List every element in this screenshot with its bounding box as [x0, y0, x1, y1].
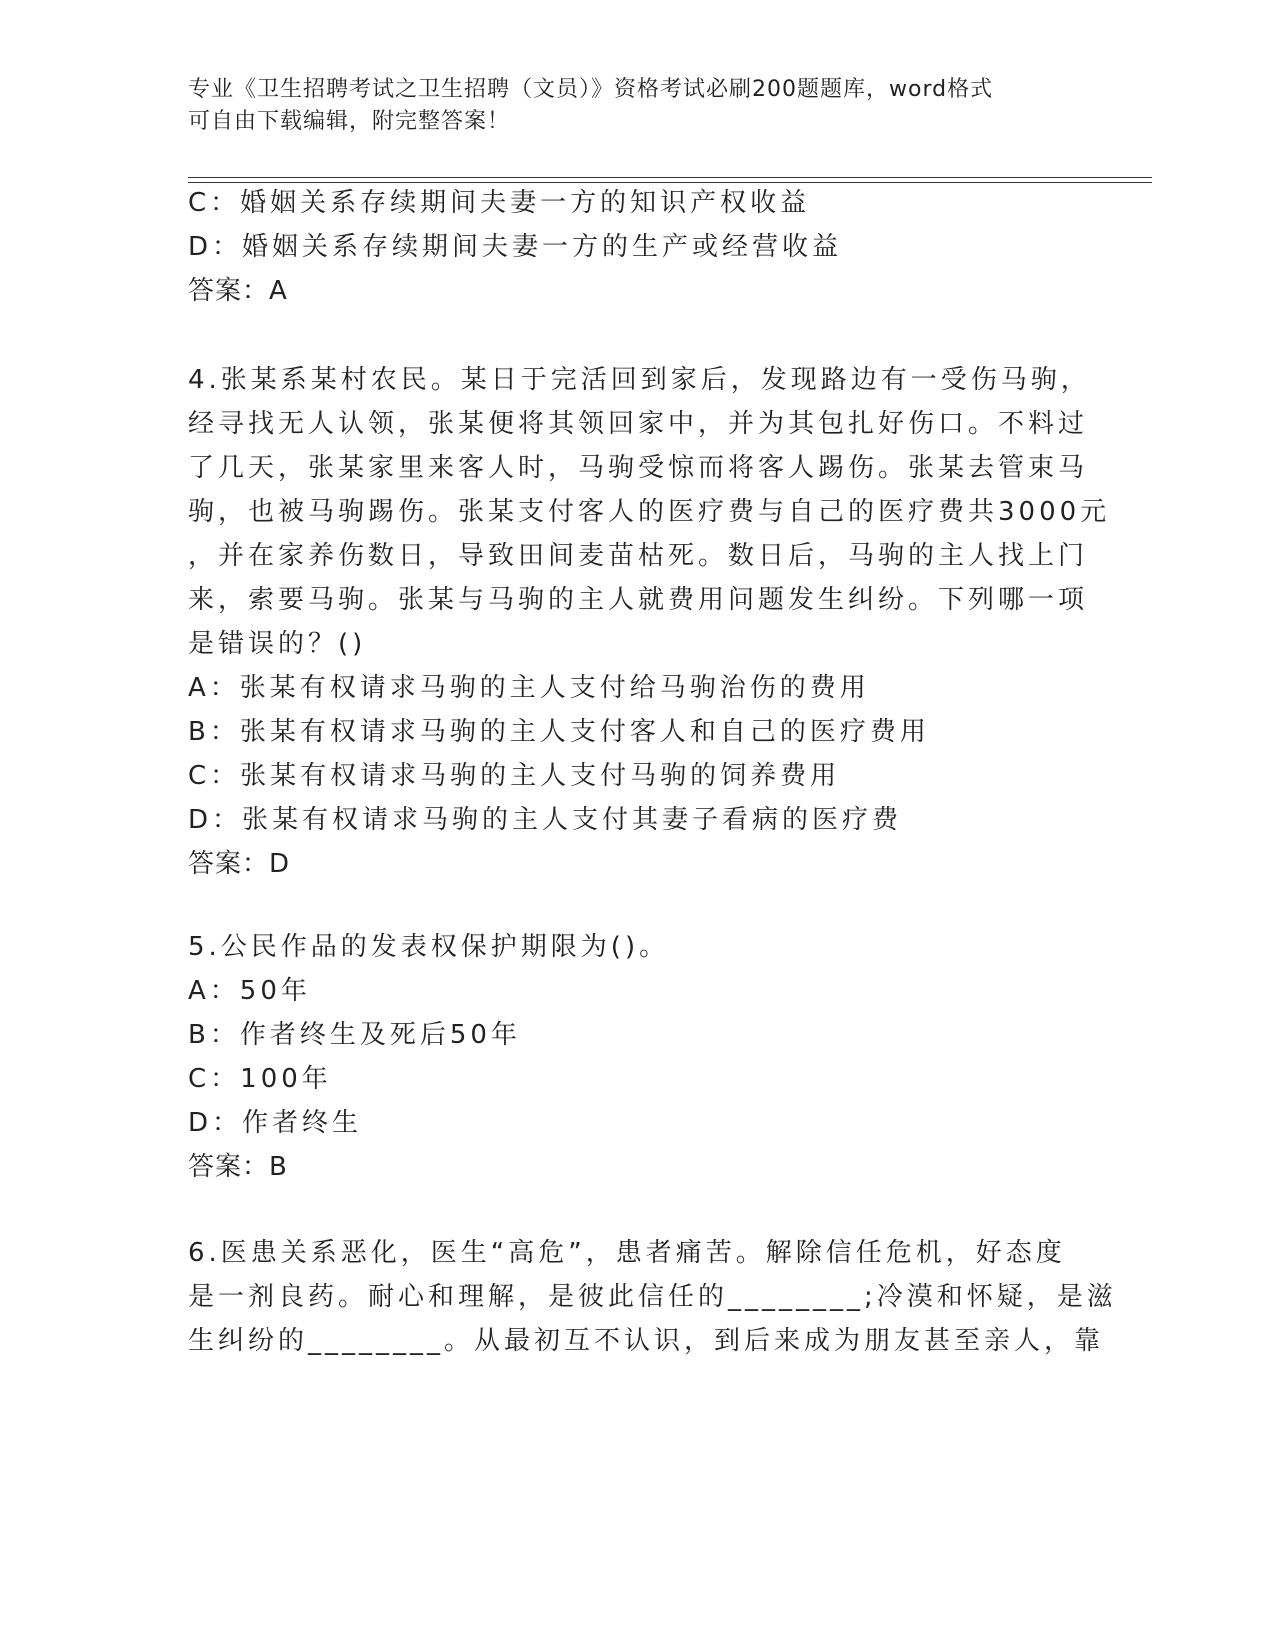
q3-option-c: C：婚姻关系存续期间夫妻一方的知识产权收益: [188, 188, 811, 218]
q4-option-a: A：张某有权请求马驹的主人支付给马驹治伤的费用: [188, 673, 870, 703]
q4-option-c: C：张某有权请求马驹的主人支付马驹的饲养费用: [188, 761, 841, 791]
q6-stem-line-3: 生纠纷的________。从最初互不认识，到后来成为朋友甚至亲人，靠: [188, 1326, 1105, 1356]
q4-option-b: B：张某有权请求马驹的主人支付客人和自己的医疗费用: [188, 717, 930, 747]
q6-stem-line-2: 是一剂良药。耐心和理解，是彼此信任的________;冷漠和怀疑，是滋: [188, 1282, 1117, 1312]
q5-option-b: B：作者终生及死后50年: [188, 1020, 521, 1050]
q5-option-c: C：100年: [188, 1064, 332, 1094]
q5-answer: 答案：B: [188, 1152, 288, 1182]
q6-stem-line-1: 6.医患关系恶化，医生“高危”，患者痛苦。解除信任危机，好态度: [188, 1238, 1066, 1268]
q5-stem: 5.公民作品的发表权保护期限为()。: [188, 932, 670, 962]
q3-answer: 答案：A: [188, 276, 288, 306]
header-line-1: 专业《卫生招聘考试之卫生招聘（文员）》资格考试必刷200题题库，word格式: [188, 77, 994, 102]
q4-stem-line-5: ，并在家养伤数日，导致田间麦苗枯死。数日后，马驹的主人找上门: [188, 541, 1089, 571]
q3-option-d: D：婚姻关系存续期间夫妻一方的生产或经营收益: [188, 232, 843, 262]
document-header: [188, 74, 1068, 138]
header-divider-top: [188, 177, 1152, 178]
q4-stem-line-7: 是错误的？(): [188, 629, 367, 659]
header-divider-bottom: [188, 182, 1152, 183]
q4-stem-line-6: 来，索要马驹。张某与马驹的主人就费用问题发生纠纷。下列哪一项: [188, 585, 1089, 615]
q5-option-a: A：50年: [188, 976, 311, 1006]
q4-stem-line-3: 了几天，张某家里来客人时，马驹受惊而将客人踢伤。张某去管束马: [188, 453, 1089, 483]
q4-stem-line-1: 4.张某系某村农民。某日于完活回到家后，发现路边有一受伤马驹，: [188, 365, 1091, 395]
q5-option-d: D：作者终生: [188, 1108, 363, 1138]
q4-answer: 答案：D: [188, 849, 291, 879]
q4-option-d: D：张某有权请求马驹的主人支付其妻子看病的医疗费: [188, 805, 903, 835]
q4-stem-line-4: 驹，也被马驹踢伤。张某支付客人的医疗费与自己的医疗费共3000元: [188, 497, 1111, 527]
q4-stem-line-2: 经寻找无人认领，张某便将其领回家中，并为其包扎好伤口。不料过: [188, 409, 1089, 439]
header-line-2: 可自由下载编辑，附完整答案！: [188, 109, 511, 134]
